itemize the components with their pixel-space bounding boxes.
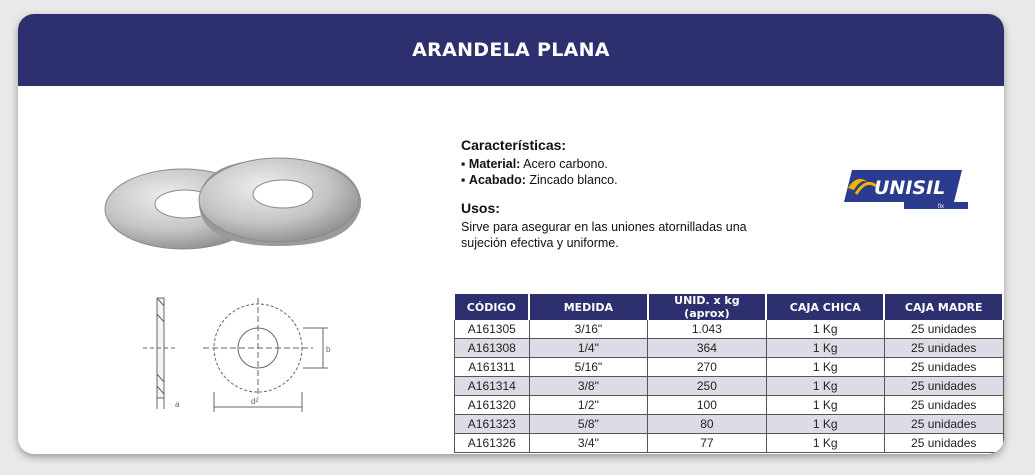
- cell-caja-chica: 1 Kg: [766, 377, 884, 396]
- cell-unid-kg: 364: [648, 339, 766, 358]
- table-row: [455, 434, 1004, 453]
- page-title: ARANDELA PLANA: [412, 39, 610, 61]
- cell-caja-madre: 25 unidades: [884, 396, 1003, 415]
- cell-medida: 1/2": [529, 396, 648, 415]
- header-bar: [18, 14, 1004, 86]
- cell-caja-madre: 25 unidades: [884, 434, 1003, 453]
- cell-caja-madre: 25 unidades: [884, 377, 1003, 396]
- cell-caja-madre: 25 unidades: [884, 320, 1003, 339]
- usos-line: Sirve para asegurar en las uniones atornilladas una: [461, 220, 747, 234]
- label-a: a: [175, 400, 180, 409]
- label-d: d²: [251, 397, 259, 406]
- product-card: [18, 14, 1004, 454]
- cell-caja-chica: 1 Kg: [766, 358, 884, 377]
- cell-caja-madre: 25 unidades: [884, 415, 1003, 434]
- unisil-logo: [844, 164, 970, 212]
- cell-unid-kg: 250: [648, 377, 766, 396]
- col-caja-madre: CAJA MADRE: [884, 294, 1003, 320]
- cell-unid-kg: 1.043: [648, 320, 766, 339]
- cell-codigo: A161308: [455, 339, 530, 358]
- feature-label: Material:: [468, 157, 521, 171]
- col-codigo: CÓDIGO: [455, 294, 530, 320]
- technical-drawing: [143, 294, 333, 414]
- feature-value: Acero carbono.: [520, 157, 608, 171]
- cell-codigo: A161305: [455, 320, 530, 339]
- feature-value: Zincado blanco.: [525, 173, 618, 187]
- feature-acabado: [461, 172, 801, 188]
- cell-codigo: A161314: [455, 377, 530, 396]
- cell-medida: 3/16": [529, 320, 648, 339]
- logo-text: UNISIL: [874, 177, 946, 199]
- feature-label: Acabado:: [468, 173, 526, 187]
- table-row: [455, 377, 1004, 396]
- washer-photo: [103, 144, 363, 254]
- label-b: b: [326, 345, 331, 354]
- table-row: [455, 339, 1004, 358]
- bullet: ▪: [461, 157, 466, 171]
- bullet: ▪: [461, 173, 466, 187]
- cell-medida: 3/8": [529, 377, 648, 396]
- table-row: [455, 358, 1004, 377]
- feature-material: [461, 156, 801, 172]
- cell-caja-chica: 1 Kg: [766, 339, 884, 358]
- cell-unid-kg: 270: [648, 358, 766, 377]
- cell-caja-madre: 25 unidades: [884, 358, 1003, 377]
- col-medida: MEDIDA: [529, 294, 648, 320]
- cell-unid-kg: 77: [648, 434, 766, 453]
- cell-unid-kg: 100: [648, 396, 766, 415]
- table-header-row: [455, 294, 1004, 320]
- cell-unid-kg: 80: [648, 415, 766, 434]
- cell-caja-chica: 1 Kg: [766, 320, 884, 339]
- col-caja-chica: CAJA CHICA: [766, 294, 884, 320]
- cell-medida: 3/4": [529, 434, 648, 453]
- usos-heading: Usos:: [461, 200, 500, 216]
- table-row: [455, 396, 1004, 415]
- cell-caja-chica: 1 Kg: [766, 434, 884, 453]
- cell-codigo: A161323: [455, 415, 530, 434]
- cell-codigo: A161326: [455, 434, 530, 453]
- cell-medida: 5/8": [529, 415, 648, 434]
- cell-codigo: A161311: [455, 358, 530, 377]
- cell-codigo: A161320: [455, 396, 530, 415]
- cell-caja-madre: 25 unidades: [884, 339, 1003, 358]
- spec-table: [454, 294, 1004, 453]
- table-row: [455, 415, 1004, 434]
- cell-caja-chica: 1 Kg: [766, 396, 884, 415]
- logo-subtext: fix: [938, 204, 944, 210]
- usos-line: sujeción efectiva y uniforme.: [461, 236, 619, 250]
- product-info: [461, 137, 801, 251]
- table-row: [455, 320, 1004, 339]
- cell-medida: 5/16": [529, 358, 648, 377]
- col-unid-kg: UNID. x kg (aprox): [648, 294, 766, 320]
- caracteristicas-heading: Características:: [461, 137, 567, 153]
- cell-medida: 1/4": [529, 339, 648, 358]
- cell-caja-chica: 1 Kg: [766, 415, 884, 434]
